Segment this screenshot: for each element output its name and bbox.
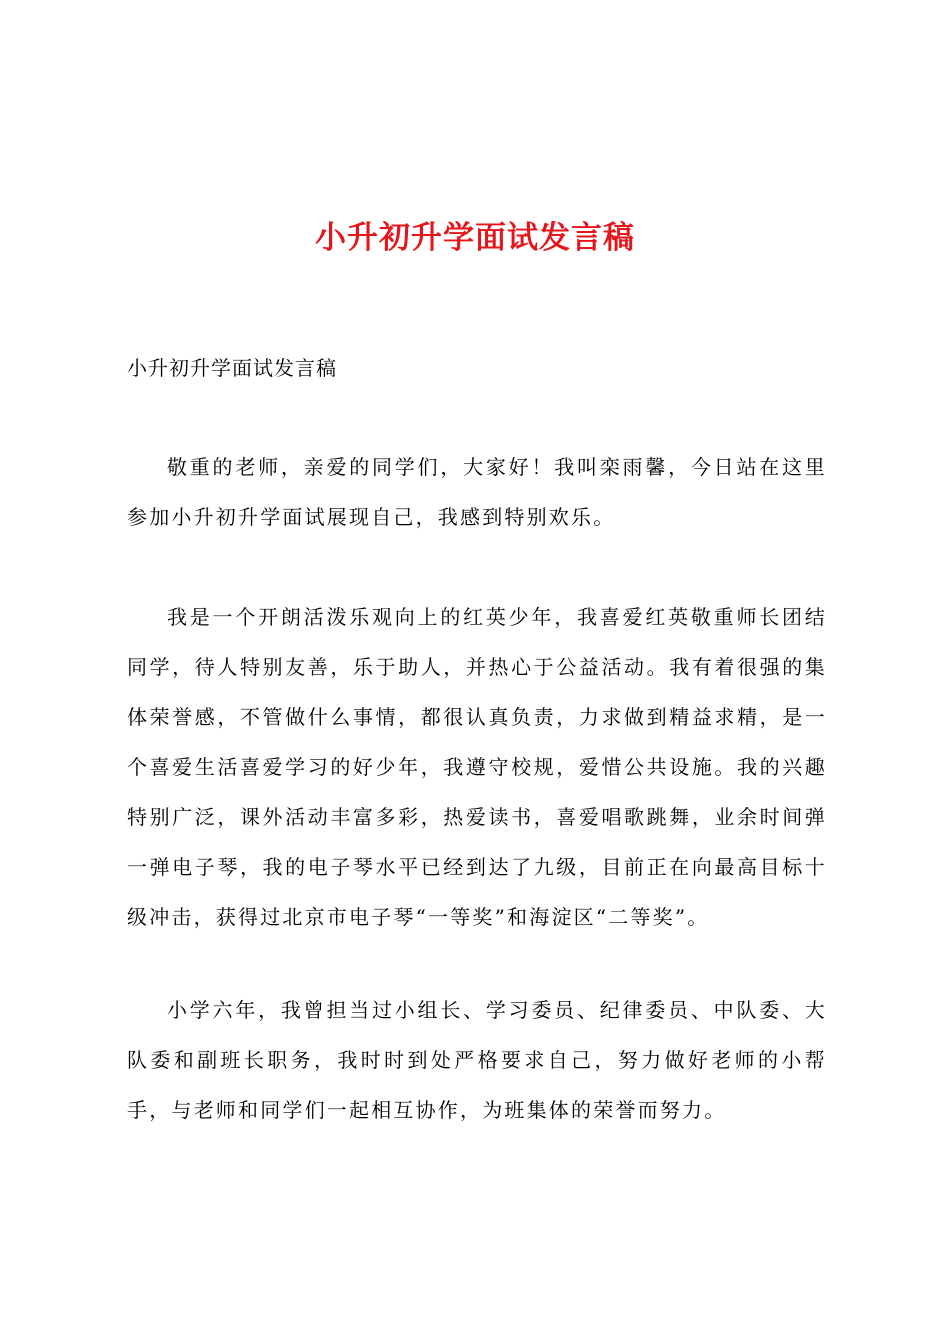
document-subtitle: 小升初升学面试发言稿	[127, 356, 337, 380]
body-paragraph-2: 我是一个开朗活泼乐观向上的红英少年，我喜爱红英敬重师长团结同学，待人特别友善，乐于助人，并热心于公益活动。我有着很强的集体荣誉感，不管做什么事情，都很认真负责，力求做到精益求精，是一个喜爱生活喜爱学习的好少年，我遵守校规，爱惜公共设施。我的兴趣特别广泛，课外活动丰富多彩，热爱读书，喜爱唱歌跳舞，业余时间弹一弹电子琴，我的电子琴水平已经到达了九级，目前正在向最高目标十级冲击，获得过北京市电子琴“一等奖”和海淀区“二等奖”。	[127, 605, 827, 929]
document-title: 小升初升学面试发言稿	[315, 220, 635, 256]
body-paragraph-1: 敬重的老师，亲爱的同学们，大家好！我叫栾雨馨，今日站在这里参加小升初升学面试展现自己，我感到特别欢乐。	[127, 455, 827, 529]
body-paragraph-3: 小学六年，我曾担当过小组长、学习委员、纪律委员、中队委、大队委和副班长职务，我时时到处严格要求自己，努力做好老师的小帮手，与老师和同学们一起相互协作，为班集体的荣誉而努力。	[127, 998, 827, 1122]
